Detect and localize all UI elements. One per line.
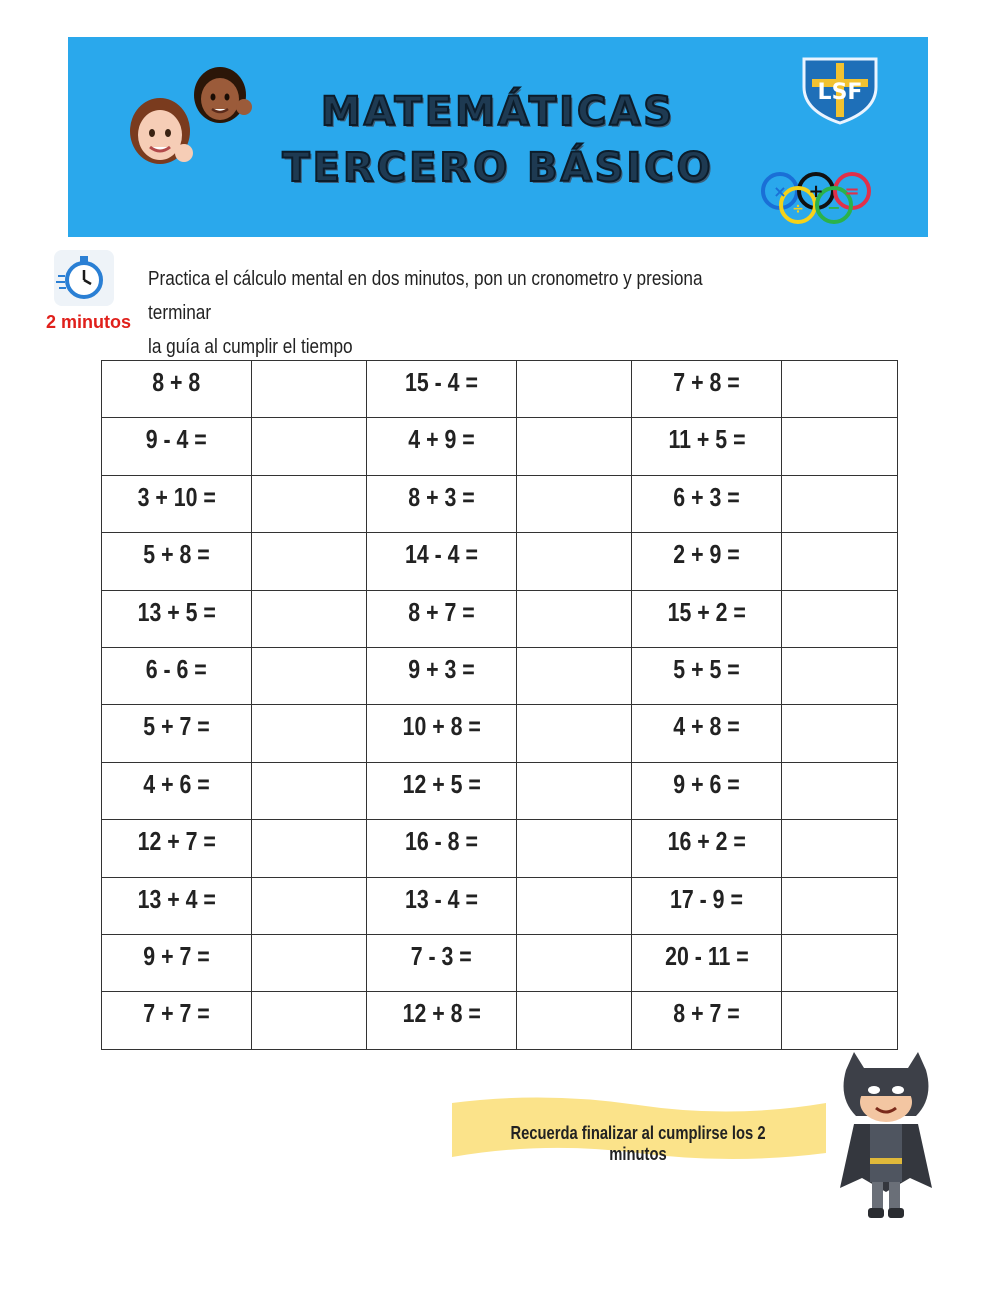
- answer-cell[interactable]: [517, 762, 632, 819]
- answer-cell[interactable]: [517, 418, 632, 475]
- exercise-cell: [367, 934, 517, 991]
- answer-cell[interactable]: [782, 992, 898, 1049]
- exercise-text: 11 + 5 =: [667, 424, 746, 455]
- answer-cell[interactable]: [782, 590, 898, 647]
- exercise-cell: [632, 590, 782, 647]
- exercise-text: 8 + 7 =: [673, 998, 740, 1029]
- answer-cell[interactable]: [252, 877, 367, 934]
- exercise-text: 16 - 8 =: [405, 826, 478, 857]
- answer-cell[interactable]: [517, 533, 632, 590]
- answer-cell[interactable]: [517, 934, 632, 991]
- answer-cell[interactable]: [252, 705, 367, 762]
- answer-cell[interactable]: [782, 418, 898, 475]
- svg-text:=: =: [844, 181, 860, 202]
- exercise-cell: [102, 418, 252, 475]
- table-row: [102, 877, 898, 934]
- exercise-cell: [367, 705, 517, 762]
- exercise-cell: [102, 533, 252, 590]
- exercise-cell: [632, 475, 782, 532]
- exercise-text: 7 + 8 =: [673, 367, 740, 397]
- exercise-cell: [632, 705, 782, 762]
- exercise-text: 9 + 7 =: [143, 940, 210, 971]
- exercise-text: 20 - 11 =: [664, 940, 749, 971]
- exercise-cell: [367, 475, 517, 532]
- exercise-cell: [632, 361, 782, 418]
- exercise-cell: [102, 647, 252, 704]
- exercise-cell: [632, 647, 782, 704]
- svg-text:÷: ÷: [792, 201, 804, 217]
- answer-cell[interactable]: [782, 647, 898, 704]
- answer-cell[interactable]: [517, 475, 632, 532]
- answer-cell[interactable]: [252, 820, 367, 877]
- shield-logo-text: LSF: [817, 80, 863, 105]
- svg-text:−: −: [827, 198, 841, 217]
- exercise-text: 9 + 3 =: [408, 653, 475, 684]
- batman-kid-illustration: [836, 1050, 936, 1222]
- answer-cell[interactable]: [252, 475, 367, 532]
- answer-cell[interactable]: [252, 992, 367, 1049]
- answer-cell[interactable]: [782, 361, 898, 418]
- exercise-text: 5 + 5 =: [673, 653, 740, 684]
- answer-cell[interactable]: [252, 590, 367, 647]
- exercise-cell: [102, 877, 252, 934]
- exercise-text: 13 + 4 =: [137, 883, 216, 914]
- exercise-text: 3 + 10 =: [137, 481, 216, 512]
- exercise-cell: [102, 590, 252, 647]
- exercise-text: 10 + 8 =: [402, 711, 481, 742]
- exercise-text: 9 + 6 =: [673, 768, 740, 799]
- answer-cell[interactable]: [517, 992, 632, 1049]
- instructions-line1: Practica el cálculo mental en dos minutos, pon un cronometro y presiona terminar: [148, 268, 703, 324]
- exercise-text: 17 - 9 =: [670, 883, 743, 914]
- answer-cell[interactable]: [252, 361, 367, 418]
- exercise-text: 6 + 3 =: [673, 481, 740, 512]
- exercise-text: 9 - 4 =: [145, 424, 208, 455]
- exercise-cell: [367, 533, 517, 590]
- table-row: [102, 418, 898, 475]
- timer-label: 2 minutos: [46, 312, 132, 332]
- exercise-cell: [632, 934, 782, 991]
- stopwatch-icon: [54, 250, 114, 306]
- exercise-cell: [367, 877, 517, 934]
- exercise-text: 8 + 7 =: [408, 596, 475, 627]
- exercise-cell: [102, 361, 252, 418]
- answer-cell[interactable]: [517, 705, 632, 762]
- answer-cell[interactable]: [252, 533, 367, 590]
- exercise-cell: [367, 361, 517, 418]
- math-rings-icon: [756, 169, 896, 225]
- exercise-cell: [632, 418, 782, 475]
- table-row: [102, 590, 898, 647]
- exercise-cell: [367, 418, 517, 475]
- table-row: [102, 934, 898, 991]
- exercise-text: 6 - 6 =: [145, 653, 208, 684]
- exercise-text: 5 + 8 =: [143, 539, 210, 570]
- answer-cell[interactable]: [517, 647, 632, 704]
- exercise-cell: [102, 475, 252, 532]
- exercise-text: 14 - 4 =: [405, 539, 478, 570]
- answer-cell[interactable]: [252, 418, 367, 475]
- answer-cell[interactable]: [782, 762, 898, 819]
- answer-cell[interactable]: [252, 647, 367, 704]
- answer-cell[interactable]: [517, 361, 632, 418]
- exercise-text: 13 + 5 =: [137, 596, 216, 627]
- exercise-text: 8 + 8: [152, 367, 201, 397]
- exercise-text: 15 + 2 =: [667, 596, 746, 627]
- answer-cell[interactable]: [517, 877, 632, 934]
- table-row: [102, 533, 898, 590]
- table-row: [102, 992, 898, 1049]
- answer-cell[interactable]: [252, 934, 367, 991]
- table-row: [102, 361, 898, 418]
- exercise-text: 4 + 6 =: [143, 768, 210, 799]
- table-row: [102, 475, 898, 532]
- banner-title-line2: TERCERO BÁSICO: [282, 145, 714, 191]
- exercise-cell: [367, 820, 517, 877]
- exercise-text: 7 - 3 =: [410, 940, 473, 971]
- exercise-cell: [367, 992, 517, 1049]
- exercise-cell: [632, 820, 782, 877]
- exercise-text: 4 + 8 =: [673, 711, 740, 742]
- exercise-text: 4 + 9 =: [408, 424, 475, 455]
- exercise-cell: [367, 762, 517, 819]
- answer-cell[interactable]: [782, 820, 898, 877]
- exercise-cell: [632, 877, 782, 934]
- exercise-cell: [632, 762, 782, 819]
- exercise-cell: [102, 934, 252, 991]
- instructions: [148, 262, 767, 364]
- exercise-text: 15 - 4 =: [405, 367, 478, 397]
- exercise-text: 13 - 4 =: [405, 883, 478, 914]
- table-row: [102, 647, 898, 704]
- exercise-text: 12 + 5 =: [402, 768, 481, 799]
- exercise-cell: [632, 533, 782, 590]
- exercise-cell: [632, 992, 782, 1049]
- table-row: [102, 820, 898, 877]
- answer-cell[interactable]: [252, 762, 367, 819]
- exercise-text: 12 + 7 =: [137, 826, 216, 857]
- exercise-text: 5 + 7 =: [143, 711, 210, 742]
- answer-cell[interactable]: [517, 820, 632, 877]
- exercise-text: 2 + 9 =: [673, 539, 740, 570]
- exercise-cell: [102, 705, 252, 762]
- table-row: [102, 762, 898, 819]
- school-shield-logo: [798, 53, 882, 125]
- exercise-cell: [102, 762, 252, 819]
- answer-cell[interactable]: [782, 877, 898, 934]
- header-banner: [68, 37, 928, 237]
- answer-cell[interactable]: [782, 533, 898, 590]
- exercise-text: 16 + 2 =: [667, 826, 746, 857]
- exercise-cell: [367, 647, 517, 704]
- math-exercise-table: [101, 360, 898, 1050]
- answer-cell[interactable]: [782, 934, 898, 991]
- answer-cell[interactable]: [782, 705, 898, 762]
- instructions-line2: la guía al cumplir el tiempo: [148, 336, 353, 358]
- exercise-cell: [367, 590, 517, 647]
- answer-cell[interactable]: [782, 475, 898, 532]
- svg-text:×: ×: [773, 182, 787, 201]
- exercise-text: 7 + 7 =: [143, 998, 210, 1029]
- exercise-text: 8 + 3 =: [408, 481, 475, 512]
- exercise-cell: [102, 820, 252, 877]
- answer-cell[interactable]: [517, 590, 632, 647]
- banner-title-line1: MATEMÁTICAS: [320, 89, 676, 135]
- svg-text:+: +: [808, 181, 824, 202]
- table-row: [102, 705, 898, 762]
- exercise-cell: [102, 992, 252, 1049]
- reminder-text: Recuerda finalizar al cumplirse los 2 minutos: [510, 1123, 766, 1164]
- exercise-text: 12 + 8 =: [402, 998, 481, 1029]
